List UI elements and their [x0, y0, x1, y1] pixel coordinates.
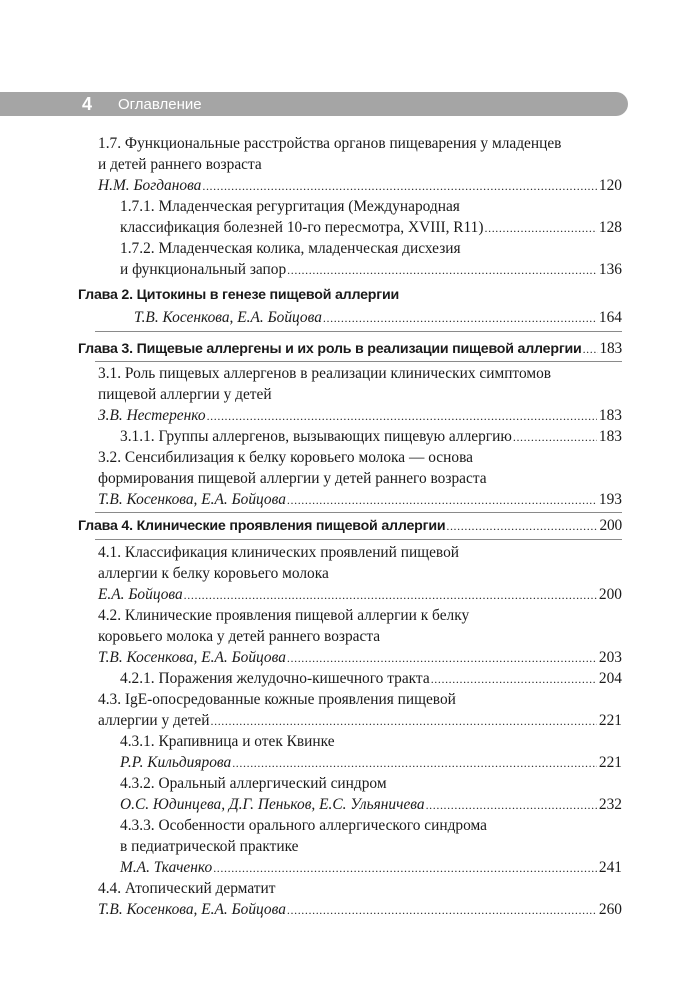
toc-entry[interactable]: [134, 307, 622, 328]
leader-dots: [513, 427, 597, 448]
leader-dots: [583, 339, 598, 360]
toc-entry[interactable]: [120, 426, 622, 447]
page-ref: 136: [598, 261, 622, 278]
toc-line: формирования пищевой аллергии у детей раннего возраста: [98, 470, 487, 487]
page-ref: 193: [598, 491, 622, 508]
page-ref: 204: [598, 670, 622, 687]
toc-entry[interactable]: [120, 857, 622, 878]
author-text: Т.В. Косенкова, Е.А. Бойцова: [98, 901, 286, 918]
page-ref: 164: [598, 309, 622, 326]
toc-line: в педиатрической практике: [120, 838, 299, 855]
leader-dots: [232, 753, 597, 774]
entry-text: аллергии у детей: [98, 712, 210, 729]
toc-entry[interactable]: [98, 405, 622, 426]
author-text: О.С. Юдинцева, Д.Г. Пеньков, Е.С. Ульяничева: [120, 796, 425, 813]
author-text: Е.А. Бойцова: [98, 586, 183, 603]
chapter-heading[interactable]: [78, 338, 622, 359]
page-ref: 183: [599, 340, 622, 357]
divider-line: [95, 361, 622, 362]
page-ref: 232: [598, 796, 622, 813]
running-header-title: Оглавление: [118, 96, 202, 113]
toc-entry[interactable]: [98, 899, 622, 920]
toc-entry[interactable]: [98, 710, 622, 731]
author-text: Т.В. Косенкова, Е.А. Бойцова: [98, 491, 286, 508]
header-band: [0, 92, 628, 116]
toc-line: 4.1. Классификация клинических проявлений пищевой: [98, 544, 459, 561]
page-ref: 241: [598, 859, 622, 876]
page-ref: 221: [598, 754, 622, 771]
toc-line: коровьего молока у детей раннего возраста: [98, 628, 381, 645]
page-number: 4: [82, 94, 93, 114]
toc-entry[interactable]: [98, 647, 622, 668]
divider-line: [95, 512, 622, 513]
toc-entry[interactable]: [98, 175, 622, 196]
page-ref: 260: [598, 901, 622, 918]
entry-text: и функциональный запор: [120, 261, 287, 278]
toc-entry[interactable]: [120, 668, 622, 689]
leader-dots: [287, 260, 597, 281]
toc-entry[interactable]: [120, 794, 622, 815]
author-text: Т.В. Косенкова, Е.А. Бойцова: [98, 649, 286, 666]
author-text: Н.М. Богданова: [98, 177, 202, 194]
leader-dots: [207, 406, 597, 427]
leader-dots: [431, 669, 597, 690]
chapter-heading[interactable]: Глава 2. Цитокины в генезе пищевой аллергии: [78, 287, 400, 303]
toc-entry[interactable]: [98, 584, 622, 605]
chapter-title: Глава 3. Пищевые аллергены и их роль в реализации пищевой аллергии: [78, 341, 582, 357]
page-ref: 128: [598, 219, 622, 236]
leader-dots: [426, 795, 597, 816]
toc-entry[interactable]: [120, 217, 622, 238]
toc-line: 1.7. Функциональные расстройства органов пищеварения у младенцев: [98, 135, 562, 152]
toc-line: пищевой аллергии у детей: [98, 386, 272, 403]
page-ref: 221: [598, 712, 622, 729]
chapter-title: Глава 4. Клинические проявления пищевой аллергии: [78, 518, 446, 534]
leader-dots: [211, 711, 597, 732]
leader-dots: [184, 585, 597, 606]
toc-line: 4.4. Атопический дерматит: [98, 880, 276, 897]
page-ref: 183: [598, 407, 622, 424]
leader-dots: [485, 218, 597, 239]
toc-line: 1.7.2. Младенческая колика, младенческая дисхезия: [120, 240, 461, 257]
entry-text: 3.1.1. Группы аллергенов, вызывающих пищевую аллергию: [120, 428, 512, 445]
toc-line: 3.2. Сенсибилизация к белку коровьего молока — основа: [98, 449, 473, 466]
author-text: З.В. Нестеренко: [98, 407, 206, 424]
toc-line: 3.1. Роль пищевых аллергенов в реализации клинических симптомов: [98, 365, 552, 382]
toc-line: 4.2. Клинические проявления пищевой аллергии к белку: [98, 607, 470, 624]
leader-dots: [287, 490, 597, 511]
toc-line: 1.7.1. Младенческая регургитация (Международная: [120, 198, 460, 215]
toc-entry[interactable]: [98, 489, 622, 510]
entry-text: 4.2.1. Поражения желудочно-кишечного тракта: [120, 670, 430, 687]
toc-line: 4.3.3. Особенности орального аллергического синдрома: [120, 817, 487, 834]
toc-line: и детей раннего возраста: [98, 156, 262, 173]
divider-line: [95, 331, 622, 332]
toc-line: 4.3.1. Крапивница и отек Квинке: [120, 733, 335, 750]
chapter-heading[interactable]: [78, 515, 622, 536]
toc-line: 4.3. IgE-опосредованные кожные проявления пищевой: [98, 691, 456, 708]
page-ref: 120: [598, 177, 622, 194]
leader-dots: [323, 308, 597, 329]
toc-line: 4.3.2. Оральный аллергический синдром: [120, 775, 387, 792]
page-ref: 203: [598, 649, 622, 666]
toc-entry[interactable]: [120, 752, 622, 773]
page-ref: 200: [598, 586, 622, 603]
leader-dots: [287, 900, 597, 921]
entry-text: классификация болезней 10-го пересмотра, XVIII, R11): [120, 219, 484, 236]
page-ref: 200: [599, 517, 622, 534]
leader-dots: [287, 648, 597, 669]
author-text: Т.В. Косенкова, Е.А. Бойцова: [134, 309, 322, 326]
leader-dots: [446, 516, 597, 537]
divider-line: [95, 539, 622, 540]
author-text: Р.Р. Кильдиярова: [120, 754, 232, 771]
toc-entry[interactable]: [120, 259, 622, 280]
leader-dots: [202, 176, 597, 197]
page-ref: 183: [598, 428, 622, 445]
leader-dots: [213, 858, 597, 879]
author-text: М.А. Ткаченко: [120, 859, 213, 876]
toc-line: аллергии к белку коровьего молока: [98, 565, 329, 582]
